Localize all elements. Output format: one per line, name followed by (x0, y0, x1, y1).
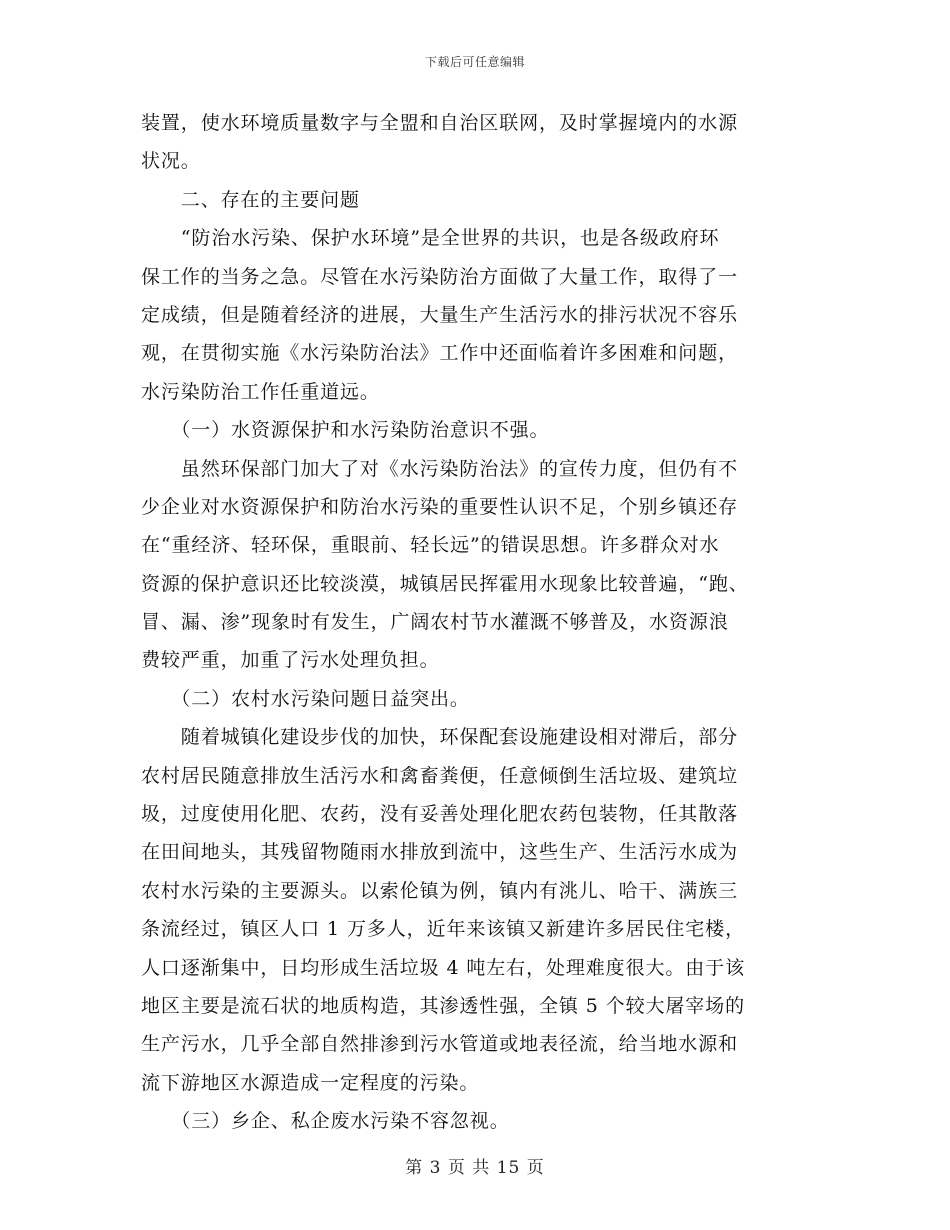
text-line: 少企业对水资源保护和防治水污染的重要性认识不足，个别乡镇还存 (141, 495, 739, 518)
subsection-heading: （二）农村水污染问题日益突出。 (141, 687, 470, 710)
text-line: 随着城镇化建设步伐的加快，环保配套设施建设相对滞后，部分 (141, 726, 739, 749)
text-line: 圾，过度使用化肥、农药，没有妥善处理化肥农药包装物，任其散落 (141, 803, 739, 826)
text-line: 资源的保护意识还比较淡漠，城镇居民挥霍用水现象比较普遍，“跑、 (141, 572, 749, 595)
text-line: 冒、漏、渗”现象时有发生，广阔农村节水灌溉不够普及，水资源浪 (141, 611, 729, 634)
text-line: 人口逐渐集中，日均形成生活垃圾 4 吨左右，处理难度很大。由于该 (141, 956, 745, 979)
text-line: 状况。 (141, 150, 201, 173)
text-line: 虽然环保部门加大了对《水污染防治法》的宣传力度，但仍有不 (141, 457, 739, 480)
text-line: 费较严重，加重了污水处理负担。 (141, 649, 440, 672)
text-line: 流下游地区水源造成一定程度的污染。 (141, 1071, 480, 1094)
text-line: 生产污水，几乎全部自然排渗到污水管道或地表径流，给当地水源和 (141, 1033, 739, 1056)
section-heading: 二、存在的主要问题 (141, 188, 360, 211)
text-line: 装置，使水环境质量数字与全盟和自治区联网，及时掌握境内的水源 (141, 112, 739, 134)
subsection-heading: （一）水资源保护和水污染防治意识不强。 (141, 419, 550, 442)
page-number: 第 3 页 共 15 页 (405, 1158, 545, 1178)
text-line: 观，在贯彻实施《水污染防治法》工作中还面临着许多困难和问题， (141, 342, 739, 365)
text-line: “防治水污染、保护水环境”是全世界的共识，也是各级政府环 (141, 227, 720, 250)
text-line: 农村水污染的主要源头。以索伦镇为例，镇内有洮儿、哈干、满族三 (141, 879, 739, 902)
text-line: 农村居民随意排放生活污水和禽畜粪便，任意倾倒生活垃圾、建筑垃 (141, 764, 739, 787)
page-header: 下载后可任意编辑 (424, 55, 525, 69)
text-line: 在“重经济、轻环保，重眼前、轻长远”的错误思想。许多群众对水 (141, 534, 720, 557)
subsection-heading: （三）乡企、私企废水污染不容忽视。 (141, 1110, 510, 1133)
text-line: 地区主要是流石状的地质构造，其渗透性强，全镇 5 个较大屠宰场的 (141, 994, 745, 1017)
text-line: 保工作的当务之急。尽管在水污染防治方面做了大量工作，取得了一 (141, 265, 739, 288)
document-body (141, 104, 817, 1141)
text-line: 在田间地头，其残留物随雨水排放到流中，这些生产、生活污水成为 (141, 841, 739, 864)
text-line: 条流经过，镇区人口 1 万多人，近年来该镇又新建许多居民住宅楼， (141, 918, 745, 941)
text-line: 定成绩，但是随着经济的进展，大量生产生活污水的排污状况不容乐 (141, 303, 739, 326)
text-line: 水污染防治工作任重道远。 (141, 380, 380, 403)
